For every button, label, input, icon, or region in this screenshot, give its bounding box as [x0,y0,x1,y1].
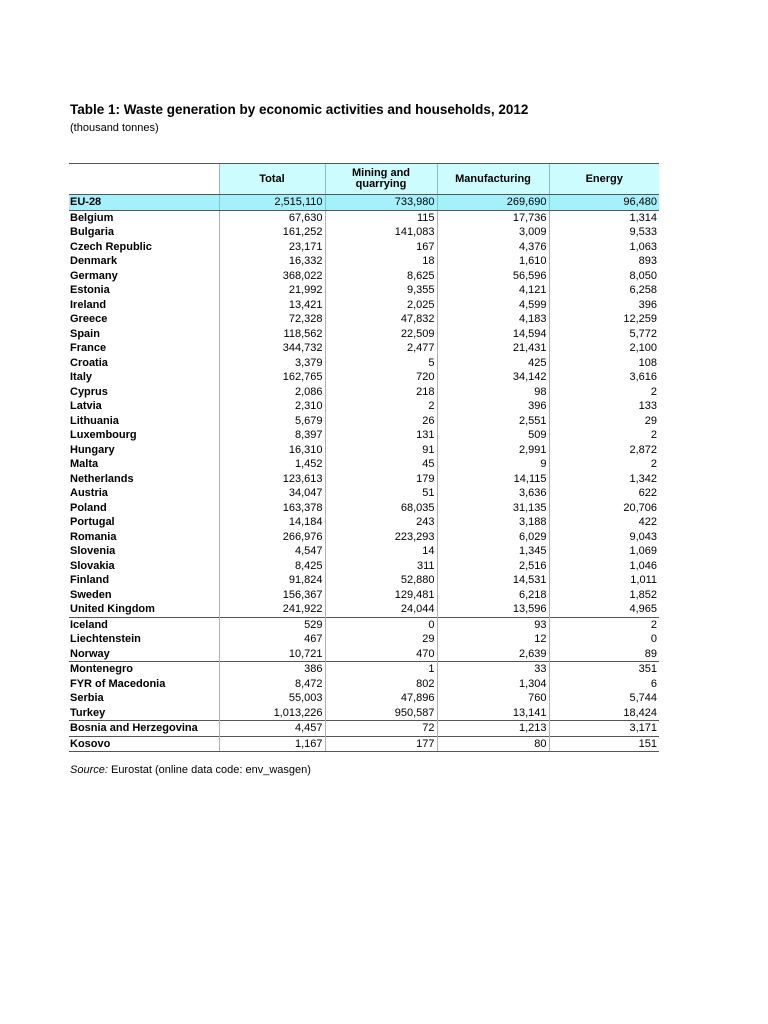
total-cell: 529 [219,617,325,632]
manufacturing-cell: 4,376 [437,240,549,255]
manufacturing-cell: 3,188 [437,515,549,530]
energy-cell: 1,011 [549,573,659,588]
country-cell: Lithuania [70,414,119,427]
mining-cell: 24,044 [325,602,437,617]
table-row [69,501,659,516]
table-row [69,254,659,269]
energy-cell: 1,069 [549,544,659,559]
total-cell: 386 [219,662,325,677]
country-cell: Montenegro [69,662,219,677]
mining-cell: 243 [325,515,437,530]
total-cell: 156,367 [219,588,325,603]
manufacturing-cell: 93 [437,617,549,632]
energy-cell: 4,965 [549,602,659,617]
table-row [69,559,659,574]
mining-cell: 2,477 [325,341,437,356]
energy-cell: 151 [549,736,659,752]
table-row [69,385,659,400]
country-cell: Slovakia [70,559,115,572]
energy-cell: 133 [549,399,659,414]
table-row [69,210,659,225]
table-row [69,647,659,662]
country-cell: Netherlands [70,472,134,485]
table-row [69,399,659,414]
country-cell: Hungary [70,443,115,456]
country-cell: Austria [70,487,108,500]
mining-cell: 177 [325,736,437,752]
country-cell: Denmark [70,255,118,268]
table-row [69,486,659,501]
total-cell: 2,515,110 [219,195,325,211]
mining-cell: 311 [325,559,437,574]
mining-cell: 51 [325,486,437,501]
manufacturing-cell: 760 [437,691,549,706]
total-cell: 21,992 [219,283,325,298]
mining-cell: 950,587 [325,706,437,721]
source-label: Source: [70,764,108,776]
manufacturing-cell: 4,121 [437,283,549,298]
manufacturing-cell: 6,218 [437,588,549,603]
manufacturing-cell: 3,009 [437,225,549,240]
energy-cell: 2 [549,457,659,472]
country-cell: EU-28 [69,195,219,211]
country-cell: Bosnia and Herzegovina [69,721,219,737]
energy-cell: 1,063 [549,240,659,255]
manufacturing-cell: 14,531 [437,573,549,588]
mining-cell: 91 [325,443,437,458]
total-cell: 2,086 [219,385,325,400]
energy-cell: 2 [549,428,659,443]
manufacturing-cell: 2,551 [437,414,549,429]
mining-cell: 720 [325,370,437,385]
country-cell: Portugal [70,516,115,529]
mining-cell: 115 [325,210,437,225]
energy-cell: 5,772 [549,327,659,342]
table-row [69,530,659,545]
mining-cell: 5 [325,356,437,371]
total-cell: 344,732 [219,341,325,356]
total-cell: 34,047 [219,486,325,501]
table-row [69,617,659,632]
column-header-country [69,164,219,195]
column-header-manufacturing: Manufacturing [437,164,549,195]
manufacturing-cell: 21,431 [437,341,549,356]
manufacturing-cell: 98 [437,385,549,400]
energy-cell: 1,046 [549,559,659,574]
manufacturing-cell: 1,345 [437,544,549,559]
total-cell: 13,421 [219,298,325,313]
total-cell: 163,378 [219,501,325,516]
total-cell: 8,425 [219,559,325,574]
country-cell: France [70,342,107,355]
manufacturing-cell: 9 [437,457,549,472]
source-note [70,764,311,776]
mining-cell: 131 [325,428,437,443]
total-cell: 368,022 [219,269,325,284]
manufacturing-cell: 14,594 [437,327,549,342]
table-row [69,472,659,487]
manufacturing-cell: 269,690 [437,195,549,211]
table-row [69,691,659,706]
mining-cell: 18 [325,254,437,269]
total-cell: 241,922 [219,602,325,617]
manufacturing-cell: 509 [437,428,549,443]
column-header-total: Total [219,164,325,195]
total-cell: 91,824 [219,573,325,588]
country-cell: Poland [70,501,107,514]
energy-cell: 3,171 [549,721,659,737]
mining-cell: 29 [325,632,437,647]
table-row [69,662,659,677]
table-row [69,602,659,617]
total-cell: 162,765 [219,370,325,385]
mining-cell: 223,293 [325,530,437,545]
country-cell: Czech Republic [70,240,152,253]
country-cell: Liechtenstein [70,633,141,646]
manufacturing-cell: 34,142 [437,370,549,385]
country-cell: Malta [70,458,99,471]
mining-cell: 68,035 [325,501,437,516]
table-row [69,515,659,530]
total-cell: 467 [219,632,325,647]
country-cell: Estonia [70,284,110,297]
country-cell: Slovenia [70,545,116,558]
table-row [69,370,659,385]
energy-cell: 2,872 [549,443,659,458]
mining-cell: 733,980 [325,195,437,211]
total-cell: 4,457 [219,721,325,737]
manufacturing-cell: 17,736 [437,210,549,225]
mining-cell: 0 [325,617,437,632]
country-cell: Latvia [70,400,102,413]
country-cell: Norway [70,647,110,660]
table-unit: (thousand tonnes) [70,122,159,134]
manufacturing-cell: 1,304 [437,677,549,692]
table-row [69,736,659,752]
column-header-mining: Mining and quarrying [325,164,437,195]
total-cell: 4,547 [219,544,325,559]
total-cell: 2,310 [219,399,325,414]
energy-cell: 1,342 [549,472,659,487]
table-row [69,225,659,240]
mining-cell: 22,509 [325,327,437,342]
manufacturing-cell: 1,610 [437,254,549,269]
country-cell: Serbia [70,692,104,705]
energy-cell: 18,424 [549,706,659,721]
total-cell: 16,310 [219,443,325,458]
table-row [69,428,659,443]
manufacturing-cell: 2,516 [437,559,549,574]
mining-cell: 72 [325,721,437,737]
mining-cell: 167 [325,240,437,255]
energy-cell: 622 [549,486,659,501]
table-row [69,457,659,472]
energy-cell: 6 [549,677,659,692]
energy-cell: 0 [549,632,659,647]
manufacturing-cell: 56,596 [437,269,549,284]
table-row [69,544,659,559]
mining-cell: 47,832 [325,312,437,327]
manufacturing-cell: 2,991 [437,443,549,458]
table-row [69,721,659,737]
mining-cell: 52,880 [325,573,437,588]
country-cell: Bulgaria [70,226,115,239]
table-body [69,195,659,752]
total-cell: 118,562 [219,327,325,342]
table-row [69,341,659,356]
country-cell: Turkey [70,706,106,719]
country-cell: Iceland [69,617,219,632]
table-row [69,327,659,342]
column-header-energy: Energy [549,164,659,195]
manufacturing-cell: 4,599 [437,298,549,313]
country-cell: Sweden [70,588,112,601]
table-row [69,588,659,603]
table-row [69,312,659,327]
country-cell: Germany [70,269,118,282]
total-cell: 266,976 [219,530,325,545]
manufacturing-cell: 6,029 [437,530,549,545]
total-cell: 23,171 [219,240,325,255]
energy-cell: 29 [549,414,659,429]
table-row [69,632,659,647]
country-cell: Luxembourg [70,429,137,442]
energy-cell: 2 [549,385,659,400]
energy-cell: 893 [549,254,659,269]
mining-cell: 2 [325,399,437,414]
total-cell: 14,184 [219,515,325,530]
total-cell: 67,630 [219,210,325,225]
waste-generation-table [69,163,659,752]
table-row [69,195,659,211]
country-cell: Spain [70,327,100,340]
country-cell: Italy [70,371,93,384]
energy-cell: 2 [549,617,659,632]
manufacturing-cell: 33 [437,662,549,677]
total-cell: 161,252 [219,225,325,240]
mining-cell: 141,083 [325,225,437,240]
energy-cell: 1,852 [549,588,659,603]
total-cell: 5,679 [219,414,325,429]
table-row [69,443,659,458]
country-cell: Ireland [70,298,107,311]
manufacturing-cell: 31,135 [437,501,549,516]
manufacturing-cell: 396 [437,399,549,414]
country-cell: Belgium [70,211,114,224]
table-row [69,573,659,588]
mining-cell: 129,481 [325,588,437,603]
manufacturing-cell: 4,183 [437,312,549,327]
energy-cell: 108 [549,356,659,371]
table-row [69,356,659,371]
total-cell: 55,003 [219,691,325,706]
country-cell: Finland [70,574,110,587]
manufacturing-cell: 3,636 [437,486,549,501]
manufacturing-cell: 14,115 [437,472,549,487]
country-cell: Cyprus [70,385,108,398]
source-text: Eurostat (online data code: env_wasgen) [107,764,311,776]
mining-cell: 26 [325,414,437,429]
table-row [69,677,659,692]
manufacturing-cell: 1,213 [437,721,549,737]
table-header-row [69,164,659,195]
total-cell: 1,452 [219,457,325,472]
energy-cell: 422 [549,515,659,530]
energy-cell: 5,744 [549,691,659,706]
energy-cell: 20,706 [549,501,659,516]
total-cell: 10,721 [219,647,325,662]
energy-cell: 8,050 [549,269,659,284]
table-row [69,269,659,284]
country-cell: Romania [70,530,117,543]
total-cell: 123,613 [219,472,325,487]
energy-cell: 1,314 [549,210,659,225]
manufacturing-cell: 13,141 [437,706,549,721]
country-cell: FYR of Macedonia [70,677,166,690]
mining-cell: 179 [325,472,437,487]
country-cell: Greece [70,313,108,326]
mining-cell: 9,355 [325,283,437,298]
energy-cell: 9,043 [549,530,659,545]
energy-cell: 96,480 [549,195,659,211]
energy-cell: 2,100 [549,341,659,356]
mining-cell: 1 [325,662,437,677]
mining-cell: 470 [325,647,437,662]
table-title: Table 1: Waste generation by economic activities and households, 2012 [70,102,529,117]
manufacturing-cell: 13,596 [437,602,549,617]
energy-cell: 351 [549,662,659,677]
energy-cell: 9,533 [549,225,659,240]
country-cell: Croatia [70,356,108,369]
energy-cell: 396 [549,298,659,313]
mining-cell: 14 [325,544,437,559]
energy-cell: 3,616 [549,370,659,385]
mining-cell: 47,896 [325,691,437,706]
total-cell: 8,397 [219,428,325,443]
mining-cell: 45 [325,457,437,472]
mining-cell: 8,625 [325,269,437,284]
mining-cell: 2,025 [325,298,437,313]
country-cell: United Kingdom [70,603,155,616]
manufacturing-cell: 425 [437,356,549,371]
table-row [69,414,659,429]
manufacturing-cell: 80 [437,736,549,752]
mining-cell: 802 [325,677,437,692]
energy-cell: 6,258 [549,283,659,298]
table-row [69,298,659,313]
country-cell: Kosovo [69,736,219,752]
energy-cell: 12,259 [549,312,659,327]
total-cell: 8,472 [219,677,325,692]
total-cell: 3,379 [219,356,325,371]
table-row [69,283,659,298]
table-row [69,240,659,255]
manufacturing-cell: 12 [437,632,549,647]
total-cell: 72,328 [219,312,325,327]
total-cell: 1,013,226 [219,706,325,721]
mining-cell: 218 [325,385,437,400]
energy-cell: 89 [549,647,659,662]
table-row [69,706,659,721]
total-cell: 1,167 [219,736,325,752]
total-cell: 16,332 [219,254,325,269]
manufacturing-cell: 2,639 [437,647,549,662]
